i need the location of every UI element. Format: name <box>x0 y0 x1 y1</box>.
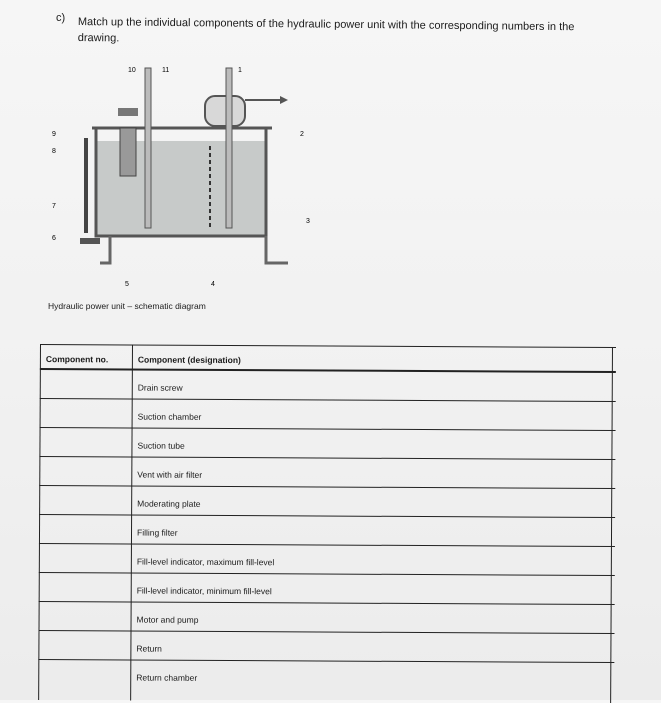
hydraulic-power-unit-diagram <box>40 58 330 298</box>
header-component-designation: Component (designation) <box>137 354 241 366</box>
filling-filter <box>120 128 136 176</box>
callout-5: 5 <box>125 281 129 288</box>
outlet-arrowhead <box>280 96 288 104</box>
callout-2: 2 <box>300 131 304 138</box>
row-designation: Suction chamber <box>137 411 202 422</box>
left-foot <box>100 236 110 263</box>
row-designation: Filling filter <box>136 527 178 538</box>
row-designation: Return <box>136 643 162 654</box>
callout-7: 7 <box>52 203 56 210</box>
callout-11: 11 <box>162 67 170 74</box>
table-row <box>40 399 616 431</box>
table-row <box>39 544 615 576</box>
header-component-no: Component no. <box>45 354 109 365</box>
callout-1: 1 <box>238 67 242 74</box>
row-designation: Moderating plate <box>137 498 201 509</box>
top-border <box>40 344 616 348</box>
pump-motor-block <box>205 96 245 126</box>
row-designation: Return chamber <box>136 672 198 683</box>
row-designation: Fill-level indicator, maximum fill-level <box>136 556 275 568</box>
question-letter: c) <box>56 12 66 24</box>
table-row <box>39 515 615 547</box>
filter-cap <box>118 108 138 116</box>
callout-9: 9 <box>52 131 56 138</box>
callout-4: 4 <box>211 281 215 288</box>
row-designation: Motor and pump <box>136 614 199 625</box>
table-row <box>38 660 614 691</box>
row-designation: Drain screw <box>137 382 183 393</box>
callout-10: 10 <box>128 67 136 74</box>
callout-3: 3 <box>306 218 310 225</box>
suction-tube <box>226 68 232 228</box>
table-row <box>39 486 615 518</box>
right-foot <box>266 236 288 263</box>
table-row <box>39 573 615 605</box>
drain-screw <box>80 238 100 244</box>
callout-8: 8 <box>52 148 56 155</box>
row-designation: Suction tube <box>137 440 185 451</box>
table-row <box>39 457 615 489</box>
table-row <box>38 631 614 663</box>
table-row <box>38 602 614 634</box>
diagram-caption: Hydraulic power unit – schematic diagram <box>48 301 206 311</box>
question-text: Match up the individual components of the hydraulic power unit with the corresponding numbers in the drawing. <box>77 15 575 45</box>
row-designation: Vent with air filter <box>137 469 203 480</box>
components-table <box>34 344 616 703</box>
table-row <box>39 428 615 460</box>
return-line <box>145 68 151 228</box>
callout-6: 6 <box>52 235 56 242</box>
table-row <box>40 370 616 402</box>
row-designation: Fill-level indicator, minimum fill-level <box>136 585 272 597</box>
